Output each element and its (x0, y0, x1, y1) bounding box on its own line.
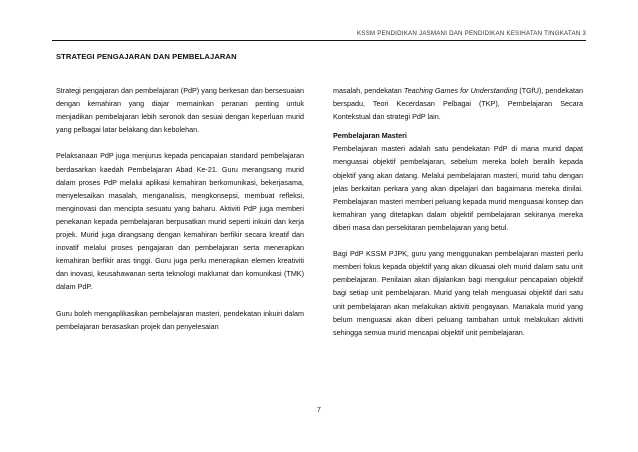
page-number: 7 (317, 407, 321, 414)
paragraph: Pelaksanaan PdP juga menjurus kepada pencapaian standard pembelajaran berdasarkan kaedah Pembelajaran Abad Ke-21. Guru merangsang murid dalam proses PdP melalui aplikasi kemahiran berkomunikasi, bekerjasama, menyelesaikan masalah, menganalisis, mengkonsepsi, membuat refleksi, menginovasi dan mencipta sesuatu yang baharu. Aktiviti PdP juga memberi penekanan kepada pembelajaran berpusatkan murid seperti inkuiri dan kerja projek. Murid juga dirangsang dengan kemahiran berfikir secara kreatif dan inovatif melalui proses pengajaran dan pembelajaran serta menerapkan kemahiran berfikir aras tinggi. Guru juga perlu menerapkan elemen kreativiti dan inovasi, keusahawanan serta teknologi maklumat dan komunikasi (TMK) dalam PdP. (56, 151, 304, 292)
section-title: STRATEGI PENGAJARAN DAN PEMBELAJARAN (56, 52, 237, 61)
paragraph: Guru boleh mengaplikasikan pembelajaran masteri, pendekatan inkuiri dalam pembelajaran berasaskan projek dan penyelesaian (56, 308, 304, 331)
continuation-text-end: (TGfU), pendekatan berspadu, Teori Kecerdasan Pelbagai (TKP), Pembelajaran Secara Kontekstual dan strategi PdP lain. (333, 86, 583, 122)
running-title: KSSM PENDIDIKAN JASMANI DAN PENDIDIKAN KESIHATAN TINGKATAN 3 (356, 30, 586, 37)
header-divider (52, 40, 586, 41)
page-header (0, 0, 638, 37)
continuation-paragraph (333, 84, 583, 123)
continuation-italic-term: Teaching Games for Understanding (403, 86, 518, 95)
subheading-pembelajaran-masteri: Pembelajaran Masteri (333, 131, 407, 141)
right-column (333, 84, 583, 352)
paragraph: Bagi PdP KSSM PJPK, guru yang menggunakan pembelajaran masteri perlu memberi fokus kepada objektif yang akan dikuasai oleh murid dalam satu unit pembelajaran. Penilaian akan dijalankan bagi mengukur pencapaian objektif bagi setiap unit pembelajaran. Murid yang telah menguasai objektif dari satu unit pembelajaran akan melakukan aktiviti pengayaan. Manakala murid yang belum menguasai akan diberi peluang tambahan untuk melakukan aktiviti sehingga semua murid mencapai objektif unit pembelajaran. (333, 249, 583, 337)
left-column (56, 84, 304, 346)
paragraph: Pembelajaran masteri adalah satu pendekatan PdP di mana murid dapat menguasai objektif pembelajaran, sebelum mereka boleh beralih kepada objektif yang akan datang. Melalui pembelajaran masteri, murid tahu dengan jelas berkaitan perkara yang akan dipelajari dan bagaimana mereka dinilai. Pembelajaran masteri memberi peluang kepada murid menguasai konsep dan kemahiran yang ditetapkan dalam objektif pembelajaran sekiranya mereka diberi masa dan persekitaran pembelajaran yang betul. (333, 144, 583, 232)
paragraph: Strategi pengajaran dan pembelajaran (PdP) yang berkesan dan bersesuaian dengan kemahiran yang diajar memainkan peranan penting untuk menjadikan pembelajaran lebih seronok dan sesuai dengan keperluan murid yang pelbagai latar belakang dan kebolehan. (56, 86, 304, 135)
continuation-text-start: masalah, pendekatan (333, 86, 404, 95)
